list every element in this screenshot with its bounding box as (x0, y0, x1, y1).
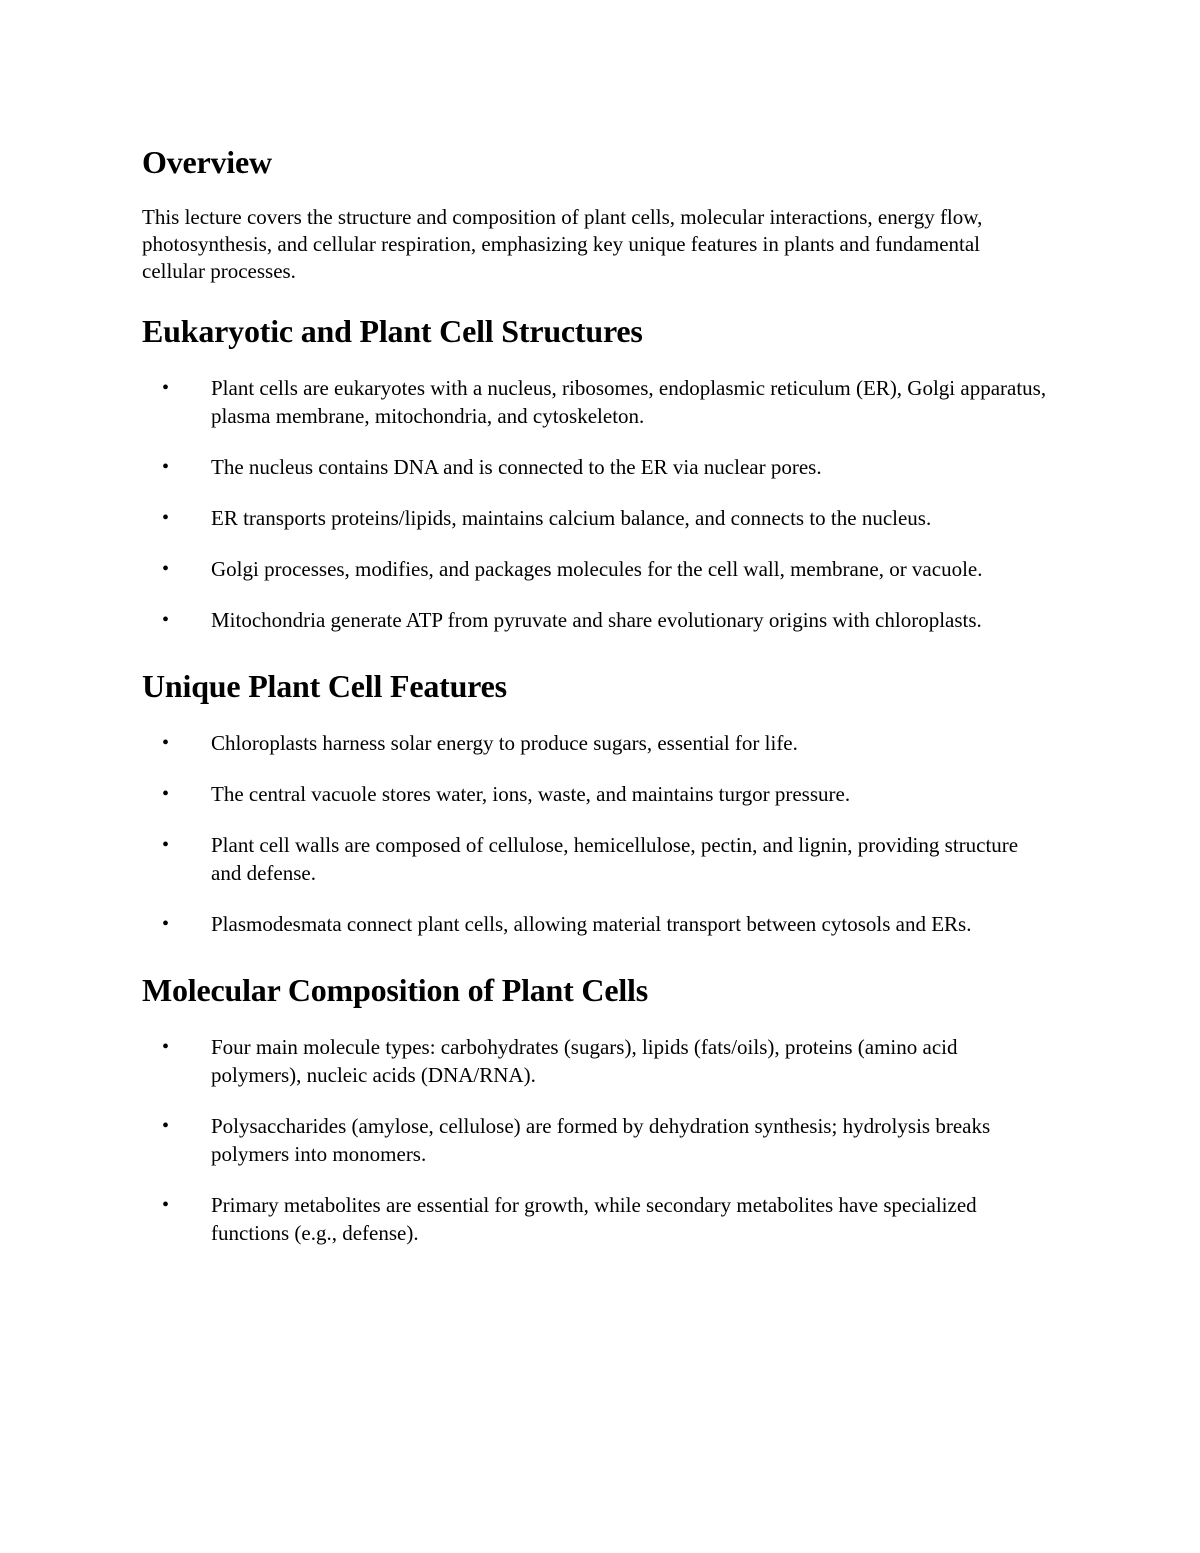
list-item-text: Four main molecule types: carbohydrates (sugars), lipids (fats/oils), proteins (amino acid polymers), nucleic acids (DNA/RNA). (211, 1035, 958, 1087)
bullet-icon: • (162, 1194, 170, 1216)
bullet-icon: • (162, 609, 170, 631)
list-item (142, 374, 1051, 430)
list-item (142, 1112, 1051, 1168)
molecular-composition-section (142, 970, 1050, 1247)
list-item-text: Mitochondria generate ATP from pyruvate and share evolutionary origins with chloroplasts. (211, 608, 982, 632)
list-item-text: The central vacuole stores water, ions, waste, and maintains turgor pressure. (211, 782, 851, 806)
bullet-icon: • (162, 456, 170, 478)
list-item-text: Golgi processes, modifies, and packages molecules for the cell wall, membrane, or vacuole. (211, 557, 983, 581)
bullet-icon: • (162, 1115, 170, 1137)
bullet-icon: • (162, 377, 170, 399)
unique-features-list (142, 729, 1050, 938)
eukaryotic-list (142, 374, 1050, 634)
unique-features-section (142, 666, 1050, 938)
list-item (142, 910, 1051, 938)
bullet-icon: • (162, 834, 170, 856)
list-item (142, 1191, 1051, 1247)
bullet-icon: • (162, 1036, 170, 1058)
list-item (142, 780, 1051, 808)
list-item (142, 555, 1051, 583)
list-item (142, 606, 1051, 634)
list-item (142, 831, 1051, 887)
list-item (142, 504, 1051, 532)
list-item-text: Chloroplasts harness solar energy to produce sugars, essential for life. (211, 731, 798, 755)
list-item-text: Plasmodesmata connect plant cells, allowing material transport between cytosols and ERs. (211, 912, 972, 936)
bullet-icon: • (162, 558, 170, 580)
list-item-text: Plant cell walls are composed of cellulose, hemicellulose, pectin, and lignin, providing structure and defense. (211, 833, 1019, 885)
list-item-text: Primary metabolites are essential for growth, while secondary metabolites have specialized functions (e.g., defense). (211, 1193, 977, 1245)
overview-paragraph: This lecture covers the structure and composition of plant cells, molecular interactions, energy flow, photosynthesis, and cellular respiration, emphasizing key unique features in plants and fundamental cellular processes. (142, 205, 983, 283)
overview-heading: Overview (142, 144, 272, 180)
eukaryotic-heading: Eukaryotic and Plant Cell Structures (142, 313, 643, 349)
list-item-text: Polysaccharides (amylose, cellulose) are formed by dehydration synthesis; hydrolysis breaks polymers into monomers. (211, 1114, 991, 1166)
bullet-icon: • (162, 913, 170, 935)
molecular-composition-list (142, 1033, 1050, 1247)
bullet-icon: • (162, 732, 170, 754)
overview-section (142, 142, 1050, 285)
unique-features-heading: Unique Plant Cell Features (142, 668, 507, 704)
list-item (142, 729, 1051, 757)
list-item-text: Plant cells are eukaryotes with a nucleus, ribosomes, endoplasmic reticulum (ER), Golgi apparatus, plasma membrane, mitochondria, and cytoskeleton. (211, 376, 1047, 428)
bullet-icon: • (162, 783, 170, 805)
bullet-icon: • (162, 507, 170, 529)
eukaryotic-section (142, 311, 1050, 634)
list-item (142, 453, 1051, 481)
list-item-text: The nucleus contains DNA and is connected to the ER via nuclear pores. (211, 455, 822, 479)
list-item-text: ER transports proteins/lipids, maintains calcium balance, and connects to the nucleus. (211, 506, 932, 530)
molecular-composition-heading: Molecular Composition of Plant Cells (142, 972, 648, 1008)
list-item (142, 1033, 1051, 1089)
